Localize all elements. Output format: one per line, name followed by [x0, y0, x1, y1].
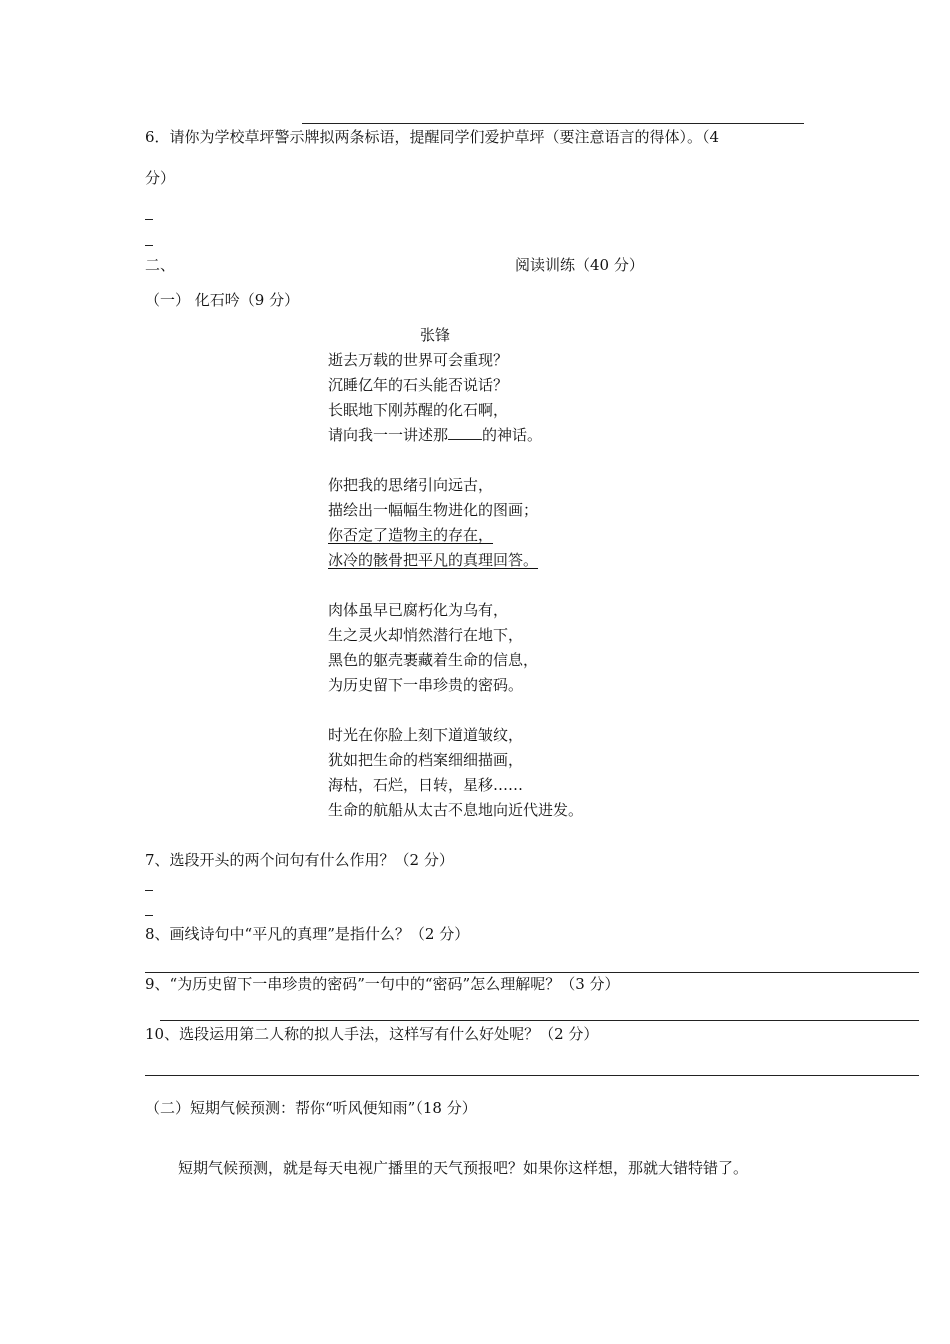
fill-in-blank[interactable] [448, 425, 482, 440]
poem-line: 肉体虽早已腐朽化为乌有， [328, 601, 509, 619]
poem-line: 海枯，石烂，日转，星移…… [328, 776, 524, 794]
answer-dash-2 [145, 245, 153, 246]
poem-line-part: 请向我一一讲述那 [328, 426, 449, 444]
question-9: 9、“为历史留下一串珍贵的密码”一句中的“密码”怎么理解呢？（3 分） [145, 975, 620, 993]
question-6-continued: 分） [145, 169, 176, 187]
section-title: 阅读训练（40 分） [515, 256, 644, 274]
poem-line-part: 的神话。 [482, 426, 543, 444]
answer-line-q10[interactable] [145, 1075, 919, 1076]
poem-line-underlined: 你否定了造物主的存在， [328, 526, 494, 544]
answer-line-q8[interactable] [145, 972, 919, 973]
poem-line: 描绘出一幅幅生物进化的图画； [328, 501, 539, 519]
section-number: 二、 [145, 256, 176, 274]
part-1-heading: （一） 化石吟（9 分） [145, 291, 300, 309]
poem-line: 你把我的思绪引向远古， [328, 476, 494, 494]
poem-line-underlined: 冰冷的骸骨把平凡的真理回答。 [328, 551, 539, 569]
part-2-paragraph: 短期气候预测，就是每天电视广播里的天气预报吧？如果你这样想，那就大错特错了。 [178, 1159, 749, 1177]
poem-author: 张锋 [420, 326, 451, 344]
answer-line-q9[interactable] [160, 1020, 919, 1021]
poem-line: 黑色的躯壳裹藏着生命的信息， [328, 651, 539, 669]
poem-line: 生之灵火却悄然潜行在地下， [328, 626, 524, 644]
poem-line: 时光在你脸上刻下道道皱纹， [328, 726, 524, 744]
question-7: 7、选段开头的两个问句有什么作用？（2 分） [145, 851, 454, 869]
question-10: 10、选段运用第二人称的拟人手法，这样写有什么好处呢？（2 分） [145, 1025, 599, 1043]
poem-line: 为历史留下一串珍贵的密码。 [328, 676, 524, 694]
poem-line-with-blank [328, 425, 542, 445]
poem-line: 长眠地下刚苏醒的化石啊， [328, 401, 509, 419]
poem-line: 逝去万载的世界可会重现？ [328, 351, 509, 369]
poem-line: 犹如把生命的档案细细描画， [328, 751, 524, 769]
poem-line: 生命的航船从太古不息地向近代进发。 [328, 801, 584, 819]
answer-dash-1 [145, 219, 153, 220]
question-6: 6．请你为学校草坪警示牌拟两条标语，提醒同学们爱护草坪（要注意语言的得体）。（4 [145, 128, 720, 146]
poem-line: 沉睡亿年的石头能否说话？ [328, 376, 509, 394]
answer-dash-3 [145, 890, 153, 891]
part-2-heading: （二）短期气候预测：帮你“听风便知雨”（18 分） [145, 1099, 477, 1117]
question-8: 8、画线诗句中“平凡的真理”是指什么？（2 分） [145, 925, 470, 943]
answer-dash-4 [145, 915, 153, 916]
answer-line-top [302, 123, 804, 124]
